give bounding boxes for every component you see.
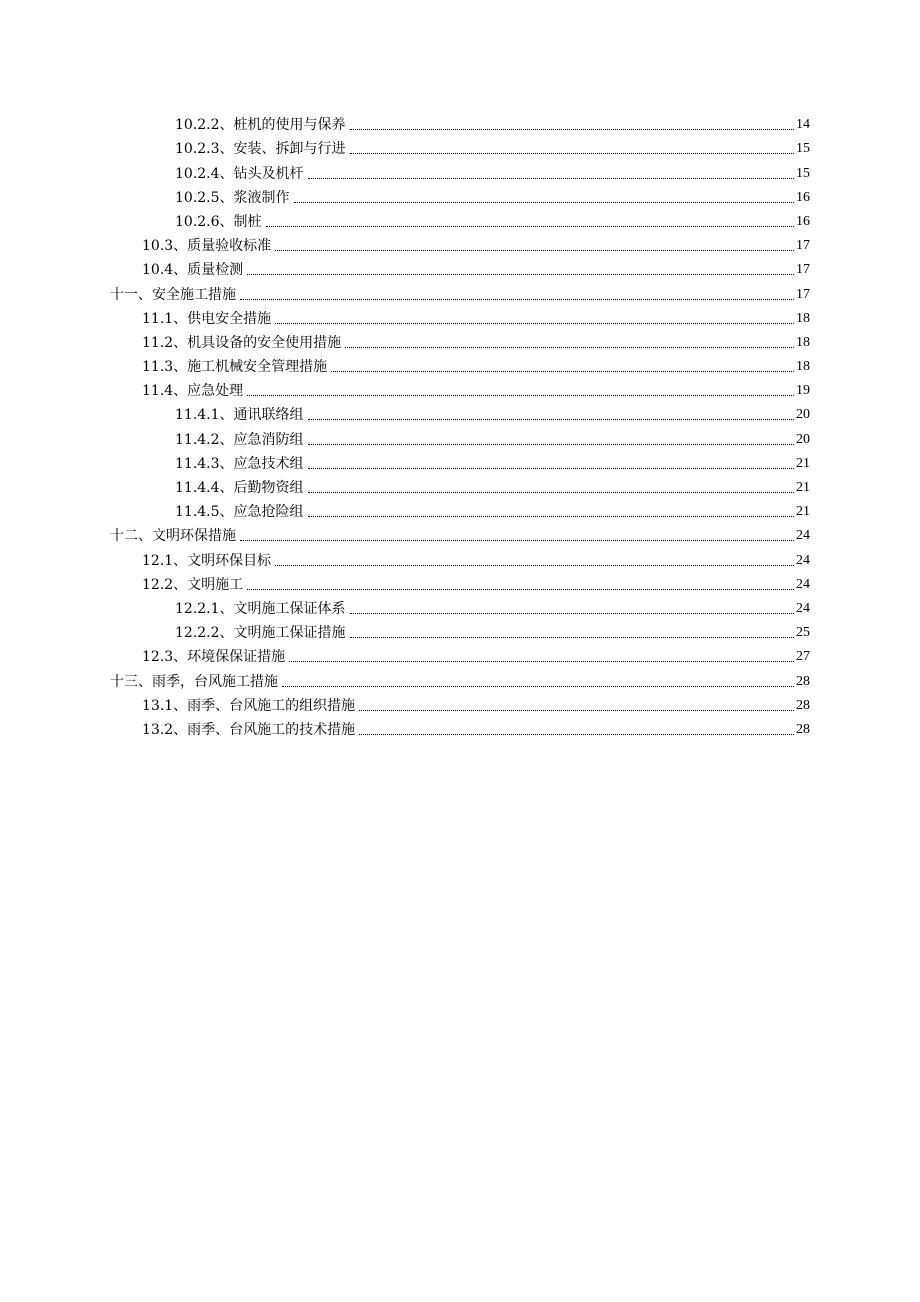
toc-page-number: 19 — [796, 383, 810, 399]
toc-page-number: 25 — [796, 625, 810, 641]
dot-leader — [289, 661, 794, 662]
toc-entry-11-4[interactable] — [0, 377, 920, 401]
dot-leader — [308, 178, 794, 179]
toc-page-number: 27 — [796, 649, 810, 665]
toc-entry-11-4-2[interactable] — [0, 425, 920, 449]
toc-entry-12-2[interactable] — [0, 571, 920, 595]
toc-entry-title: 10.3、质量验收标准 — [142, 238, 272, 255]
dot-leader — [308, 419, 794, 420]
toc-page-number: 24 — [796, 600, 810, 616]
dot-leader — [308, 468, 794, 469]
toc-page-number: 17 — [796, 262, 810, 278]
toc-entry-13-1[interactable] — [0, 692, 920, 716]
toc-entry-chapter-11[interactable] — [0, 280, 920, 304]
dot-leader — [350, 637, 794, 638]
dot-leader — [275, 323, 794, 324]
dot-leader — [308, 492, 794, 493]
toc-entry-11-4-1[interactable] — [0, 401, 920, 425]
toc-entry-title: 11.4.1、通讯联络组 — [175, 407, 304, 424]
toc-entry-title: 13.2、雨季、台风施工的技术措施 — [142, 721, 356, 738]
toc-entry-title: 11.4.2、应急消防组 — [175, 431, 304, 448]
toc-entry-11-4-3[interactable] — [0, 450, 920, 474]
toc-entry-title: 12.3、环境保保证措施 — [142, 649, 286, 666]
dot-leader — [350, 153, 794, 154]
dot-leader — [350, 613, 794, 614]
toc-page-number: 14 — [796, 117, 810, 133]
toc-page-number: 18 — [796, 334, 810, 350]
dot-leader — [247, 395, 794, 396]
toc-page-number: 18 — [796, 310, 810, 326]
toc-page-number: 17 — [796, 238, 810, 254]
toc-page-number: 20 — [796, 407, 810, 423]
toc-page-number: 16 — [796, 189, 810, 205]
toc-entry-title: 10.2.4、钻头及机杆 — [175, 165, 304, 182]
dot-leader — [350, 129, 794, 130]
toc-page-number: 28 — [796, 721, 810, 737]
dot-leader — [266, 226, 794, 227]
toc-page-number: 24 — [796, 576, 810, 592]
toc-entry-title: 11.2、机具设备的安全使用措施 — [142, 334, 342, 351]
toc-page-number: 24 — [796, 528, 810, 544]
toc-entry-title: 10.2.2、桩机的使用与保养 — [175, 117, 346, 134]
dot-leader — [247, 589, 794, 590]
toc-entry-10-2-5[interactable] — [0, 184, 920, 208]
table-of-contents — [0, 111, 920, 740]
toc-entry-title: 10.2.5、浆液制作 — [175, 189, 290, 206]
toc-entry-10-2-2[interactable] — [0, 111, 920, 135]
dot-leader — [308, 516, 794, 517]
toc-entry-title: 十三、雨季，台风施工措施 — [110, 673, 278, 690]
toc-entry-10-4[interactable] — [0, 256, 920, 280]
toc-entry-12-2-2[interactable] — [0, 619, 920, 643]
toc-entry-title: 10.2.3、安装、拆卸与行进 — [175, 141, 346, 158]
toc-entry-12-2-1[interactable] — [0, 595, 920, 619]
toc-entry-title: 12.2、文明施工 — [142, 576, 244, 593]
toc-page-number: 16 — [796, 213, 810, 229]
toc-entry-title: 12.1、文明环保目标 — [142, 552, 272, 569]
toc-entry-13-2[interactable] — [0, 716, 920, 740]
toc-entry-title: 10.2.6、制桩 — [175, 213, 262, 230]
toc-page-number: 21 — [796, 504, 810, 520]
toc-entry-title: 11.4.4、后勤物资组 — [175, 480, 304, 496]
toc-page-number: 21 — [796, 455, 810, 471]
toc-entry-title: 11.4、应急处理 — [142, 383, 244, 400]
dot-leader — [240, 540, 794, 541]
toc-entry-title: 12.2.1、文明施工保证体系 — [175, 600, 346, 617]
toc-entry-title: 13.1、雨季、台风施工的组织措施 — [142, 697, 356, 714]
toc-entry-12-3[interactable] — [0, 643, 920, 667]
toc-entry-11-3[interactable] — [0, 353, 920, 377]
toc-page-number: 17 — [796, 286, 810, 302]
dot-leader — [282, 686, 794, 687]
toc-entry-10-2-4[interactable] — [0, 159, 920, 183]
toc-entry-10-3[interactable] — [0, 232, 920, 256]
dot-leader — [308, 444, 794, 445]
toc-entry-11-1[interactable] — [0, 305, 920, 329]
dot-leader — [359, 710, 794, 711]
toc-entry-11-4-4[interactable] — [0, 474, 920, 498]
toc-entry-title: 11.4.5、应急抢险组 — [175, 504, 304, 521]
toc-entry-title: 11.4.3、应急技术组 — [175, 455, 304, 472]
toc-entry-chapter-12[interactable] — [0, 522, 920, 546]
toc-entry-chapter-13[interactable] — [0, 667, 920, 691]
toc-entry-title: 十一、安全施工措施 — [110, 286, 236, 303]
toc-entry-10-2-3[interactable] — [0, 135, 920, 159]
toc-page-number: 21 — [796, 480, 810, 495]
toc-entry-title: 11.1、供电安全措施 — [142, 310, 272, 327]
dot-leader — [331, 371, 794, 372]
dot-leader — [247, 274, 794, 275]
toc-page-number: 15 — [796, 141, 810, 157]
toc-entry-title: 十二、文明环保措施 — [110, 528, 236, 545]
dot-leader — [359, 734, 794, 735]
toc-entry-10-2-6[interactable] — [0, 208, 920, 232]
toc-page-number: 28 — [796, 673, 810, 689]
toc-entry-11-4-5[interactable] — [0, 498, 920, 522]
toc-entry-title: 11.3、施工机械安全管理措施 — [142, 359, 328, 376]
dot-leader — [275, 250, 794, 251]
toc-page-number: 15 — [796, 165, 810, 181]
toc-page-number: 18 — [796, 359, 810, 375]
toc-entry-title: 12.2.2、文明施工保证措施 — [175, 625, 346, 642]
toc-entry-11-2[interactable] — [0, 329, 920, 353]
toc-page-number: 28 — [796, 697, 810, 713]
dot-leader — [345, 347, 794, 348]
toc-entry-12-1[interactable] — [0, 546, 920, 570]
dot-leader — [275, 565, 794, 566]
toc-page-number: 24 — [796, 552, 810, 568]
toc-page-number: 20 — [796, 431, 810, 447]
dot-leader — [240, 299, 794, 300]
dot-leader — [294, 202, 794, 203]
toc-entry-title: 10.4、质量检测 — [142, 262, 244, 279]
